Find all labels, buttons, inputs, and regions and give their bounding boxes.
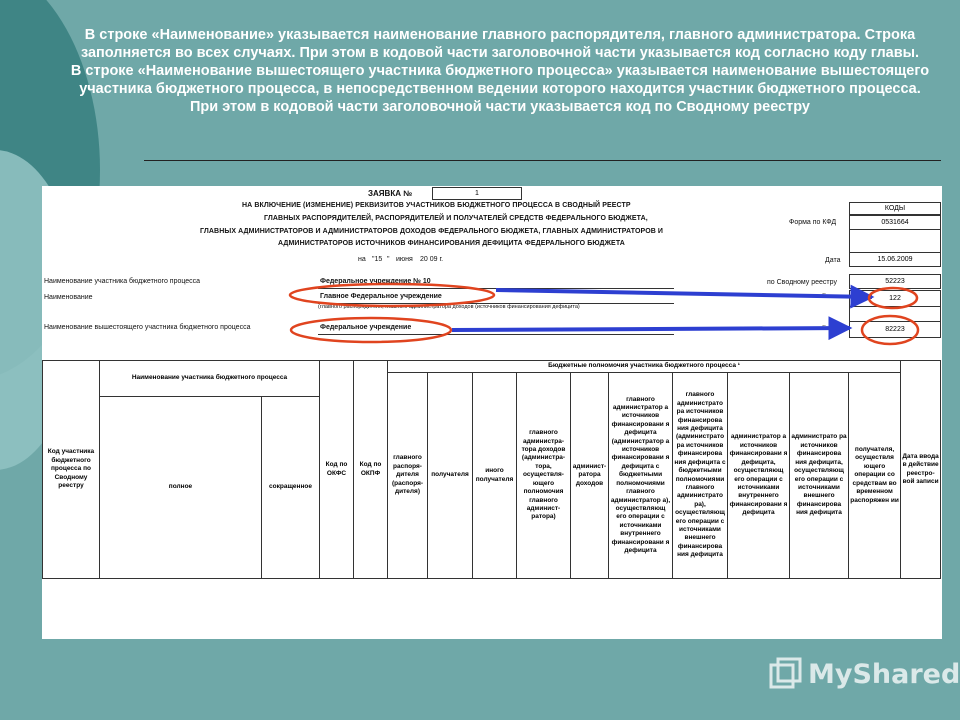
header-name-group: Наименование участника бюджетного процесса bbox=[100, 361, 320, 397]
date-label: Дата bbox=[825, 257, 841, 264]
heading-paragraph-1: В строке «Наименование» указывается наименование главного распорядителя, главного администратора. Строка заполняется во всех случаях. При этом в кодовой части заголовочной части указывается код согласно коду главы. bbox=[80, 27, 920, 61]
header-power-6: главного администратор а источников финансировани я дефицита (администратор а источников финансировани я дефицита с бюджетными полномочиями главного администратор а), осуществляющ его операции с источниками внутреннего финансировани я дефицита bbox=[609, 373, 673, 579]
ellipse-name-code bbox=[869, 288, 917, 308]
parent-code-value: 82223 bbox=[849, 321, 941, 338]
ellipse-parent-code bbox=[862, 316, 918, 344]
heading-paragraph-2: В строке «Наименование вышестоящего участника бюджетного процесса» указывается наименование вышестоящего участника бюджетного процесса, в непосредственном ведении которого находится участник бюджетного процесса. При этом в кодовой части заголовочной части указывается код по Сводному реестру bbox=[70, 63, 930, 115]
parent-label: Наименование вышестоящего участника бюджетного процесса bbox=[44, 324, 251, 331]
header-power-4: главного администра-тора доходов (администра-тора, осуществля-ющего полномочия главного админист-ратора) bbox=[517, 373, 571, 579]
header-power-5: админист-ратора доходов bbox=[571, 373, 609, 579]
svod-value: 52223 bbox=[849, 274, 941, 289]
header-powers-group: Бюджетные полномочия участника бюджетного процесса ¹ bbox=[388, 361, 901, 373]
form-title-line-4: АДМИНИСТРАТОРОВ ИСТОЧНИКОВ ФИНАНСИРОВАНИЯ ДЕФИЦИТА ФЕДЕРАЛЬНОГО БЮДЖЕТА bbox=[278, 240, 625, 247]
header-full: полное bbox=[100, 397, 262, 579]
header-short: сокращенное bbox=[262, 397, 320, 579]
participant-value: Федеральное учреждение № 10 bbox=[320, 278, 431, 285]
date-day: "15 bbox=[372, 256, 383, 263]
date-month: июня bbox=[396, 256, 413, 263]
myshared-logo-text: MyShared bbox=[808, 658, 960, 690]
ellipse-name-value bbox=[290, 284, 494, 306]
codes-header: КОДЫ bbox=[849, 202, 941, 215]
header-date: Дата ввода в действие реестро-вой записи bbox=[901, 361, 941, 579]
name-label: Наименование bbox=[44, 294, 93, 301]
zayavka-label: ЗАЯВКА № bbox=[368, 189, 413, 198]
form-title-line-3: ГЛАВНЫХ АДМИНИСТРАТОРОВ И АДМИНИСТРАТОРОВ ДОХОДОВ ФЕДЕРАЛЬНОГО БЮДЖЕТА, ГЛАВНЫХ АДМИНИСТРАТОРОВ И bbox=[200, 228, 664, 235]
header-okpf: Код по ОКПФ bbox=[354, 361, 388, 579]
header-power-3: иного получателя bbox=[473, 373, 517, 579]
header-power-7: главного администрато ра источников финансирова ния дефицита (администрато ра источников финансирова ния дефицита с бюджетными полномочиями главного администрато ра), осуществляющ его операции с источниками внешнего финансирова ния дефицита bbox=[673, 373, 728, 579]
date-value: 15.06.2009 bbox=[849, 252, 941, 267]
svod-label: по Сводному реестру bbox=[767, 279, 837, 286]
header-power-10: получателя, осуществля ющего операции со средствам во временном распоряжен ии bbox=[849, 373, 901, 579]
header-code: Код участника бюджетного процесса по Сводному реестру bbox=[43, 361, 100, 579]
okud-label: Форма по КФД bbox=[789, 219, 837, 226]
date-quote: " bbox=[387, 256, 390, 263]
header-power-2: получателя bbox=[428, 373, 473, 579]
myshared-watermark bbox=[768, 656, 960, 692]
header-okfs: Код по ОКФС bbox=[320, 361, 354, 579]
arrow-name-to-code bbox=[496, 290, 872, 297]
header-power-1: главного распоря-дителя (распоря-дителя) bbox=[388, 373, 428, 579]
ellipse-parent-value bbox=[291, 318, 451, 342]
okud-value: 0531664 bbox=[849, 215, 941, 230]
participant-label: Наименование участника бюджетного процесса bbox=[44, 278, 201, 285]
name-value: Главное Федеральное учреждение bbox=[320, 293, 442, 300]
header-power-8: администратор а источников финансировани я дефицита, осуществляющ его операции с источниками внутреннего финансировани я дефицита bbox=[728, 373, 790, 579]
myshared-logo-icon bbox=[768, 657, 802, 691]
name-note: (главного распорядителя, главного администратора доходов (источников финансирования дефицита) bbox=[318, 304, 580, 310]
form-title-line-1: НА ВКЛЮЧЕНИЕ (ИЗМЕНЕНИЕ) РЕКВИЗИТОВ УЧАСТНИКОВ БЮДЖЕТНОГО ПРОЦЕССА В СВОДНЫЙ РЕЕСТР bbox=[242, 202, 631, 209]
arrow-parent-to-code bbox=[452, 328, 850, 330]
parent-value: Федеральное учреждение bbox=[320, 324, 412, 331]
form-title-line-2: ГЛАВНЫХ РАСПОРЯДИТЕЛЕЙ, РАСПОРЯДИТЕЛЕЙ И ПОЛУЧАТЕЛЕЙ СРЕДСТВ ФЕДЕРАЛЬНОГО БЮДЖЕТА, bbox=[264, 215, 648, 222]
date-year: 20 09 г. bbox=[420, 256, 444, 263]
date-na: на bbox=[358, 256, 366, 263]
name-code-value: 122 bbox=[849, 290, 941, 307]
zayavka-number: 1 bbox=[432, 187, 522, 200]
header-power-9: администрато ра источников финансирова ния дефицита, осуществляющ его операции с источниками внешнего финансирова ния дефицита bbox=[790, 373, 849, 579]
